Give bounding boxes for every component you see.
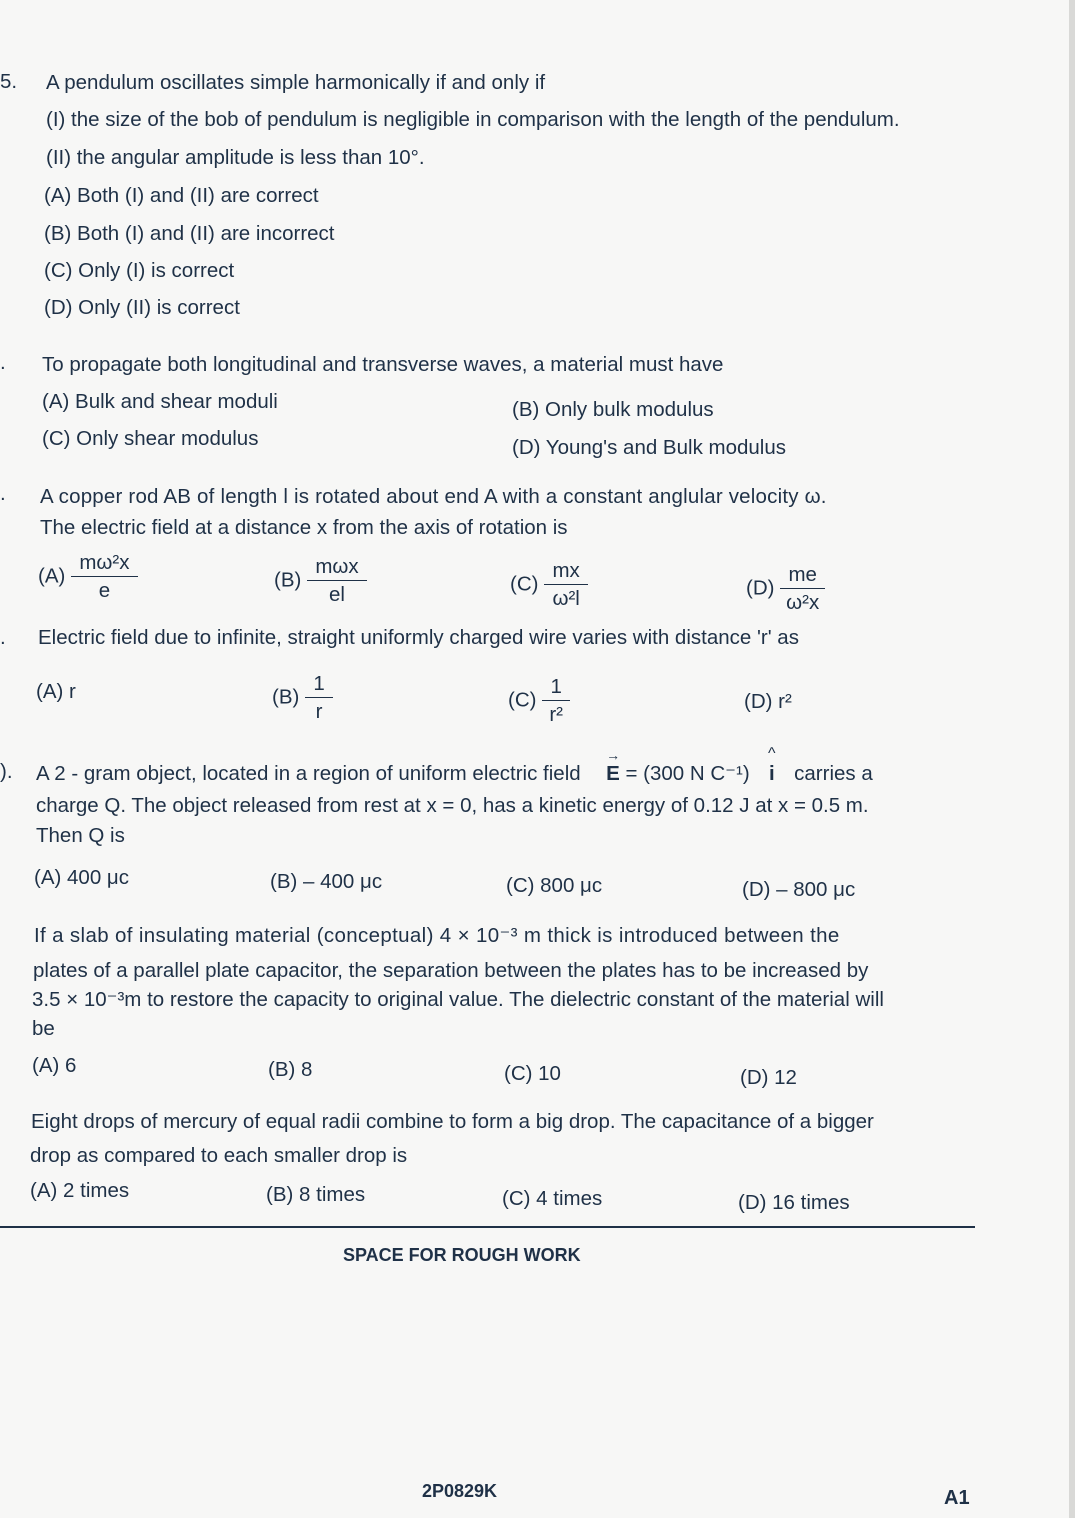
question-number: .: [0, 482, 6, 505]
paper-code: 2P0829K: [422, 1481, 498, 1501]
option-label: (C): [510, 572, 539, 596]
option-c: [508, 677, 570, 725]
stem-text-end: carries a: [794, 762, 873, 785]
divider-line: [0, 1226, 975, 1228]
rough-work-heading: SPACE FOR ROUGH WORK: [343, 1245, 581, 1265]
fraction-denominator: ω²l: [552, 586, 580, 610]
option-b: [274, 557, 367, 605]
fraction-denominator: r: [315, 699, 323, 723]
option-d: [746, 565, 825, 613]
option-a: (A) r: [36, 680, 76, 703]
option-b: (B) – 400 μc: [270, 870, 383, 893]
electric-field-vector: → E: [606, 764, 620, 785]
stem-text: A 2 - gram object, located in a region of uniform electric field: [36, 762, 581, 785]
question-stem-line-1: Eight drops of mercury of equal radii combine to form a big drop. The capacitance of a bigger: [31, 1110, 874, 1133]
question-number: 5.: [0, 70, 18, 93]
option-c: (C) 10: [504, 1062, 561, 1085]
option-c: (C) 800 μc: [506, 874, 603, 897]
option-a: (A) 6: [32, 1054, 77, 1077]
fraction-numerator: mω²x: [71, 553, 137, 577]
option-c: (C) Only shear modulus: [42, 427, 259, 450]
option-c: (C) 4 times: [502, 1187, 603, 1210]
option-b: (B) Both (I) and (II) are incorrect: [44, 222, 335, 245]
question-number: .: [0, 351, 6, 374]
question-stem-line-1: [36, 764, 873, 785]
option-d: (D) 16 times: [738, 1191, 850, 1214]
statement-2: (II) the angular amplitude is less than 10°.: [46, 146, 425, 169]
question-stem: Electric field due to infinite, straight uniformly charged wire varies with distance 'r' as: [38, 626, 799, 649]
option-b: [272, 674, 333, 722]
option-label: (D): [746, 576, 775, 600]
fraction-numerator: mωx: [307, 557, 366, 581]
fraction-denominator: el: [329, 582, 345, 606]
field-value: = (300 N C⁻¹): [625, 762, 750, 785]
fraction-denominator: e: [98, 578, 111, 602]
fraction-numerator: mx: [544, 561, 587, 585]
option-label: (C): [508, 688, 537, 712]
option-a: [38, 553, 138, 601]
option-d: (D) Only (II) is correct: [44, 296, 240, 319]
option-b: (B) Only bulk modulus: [512, 398, 714, 421]
option-label: (A): [38, 564, 66, 588]
option-c: [510, 561, 588, 609]
option-d: (D) r²: [744, 690, 792, 713]
question-stem-line-1: If a slab of insulating material (conceptual) 4 × 10⁻³ m thick is introduced between the: [34, 924, 840, 947]
page-number: A1: [944, 1487, 970, 1509]
option-a: (A) 2 times: [30, 1179, 130, 1202]
question-stem-line-2: drop as compared to each smaller drop is: [30, 1144, 408, 1167]
question-stem-line-2: charge Q. The object released from rest at x = 0, has a kinetic energy of 0.12 J at x = 0.5 m.: [36, 794, 869, 817]
fraction-numerator: 1: [542, 677, 569, 701]
option-b: (B) 8: [268, 1058, 313, 1081]
question-stem: A pendulum oscillates simple harmonically if and only if: [46, 71, 546, 94]
statement-1: (I) the size of the bob of pendulum is negligible in comparison with the length of the pendulum.: [46, 108, 900, 131]
question-number: .: [0, 626, 6, 649]
option-a: (A) Both (I) and (II) are correct: [44, 184, 319, 207]
option-a: (A) 400 μc: [34, 866, 129, 889]
option-d: (D) Young's and Bulk modulus: [512, 436, 786, 459]
fraction-numerator: 1: [305, 674, 332, 698]
question-stem-line-2: plates of a parallel plate capacitor, the separation between the plates has to be increased by: [33, 959, 869, 982]
fraction-denominator: ω²x: [786, 590, 820, 614]
page-edge: [1069, 0, 1075, 1518]
question-stem-line-4: be: [32, 1017, 55, 1040]
question-stem: To propagate both longitudinal and transverse waves, a material must have: [42, 353, 724, 376]
option-label: (B): [274, 568, 302, 592]
option-c: (C) Only (I) is correct: [44, 259, 235, 282]
question-stem-line-1: A copper rod AB of length l is rotated about end A with a constant anglular velocity ω.: [40, 485, 827, 508]
option-d: (D) 12: [740, 1066, 797, 1089]
fraction-numerator: me: [780, 565, 824, 589]
question-number: ).: [0, 760, 13, 783]
fraction-denominator: r²: [549, 702, 563, 726]
option-label: (B): [272, 685, 300, 709]
question-stem-line-3: 3.5 × 10⁻³m to restore the capacity to original value. The dielectric constant of the material will: [32, 988, 884, 1011]
question-stem-line-3: Then Q is: [36, 824, 125, 847]
option-b: (B) 8 times: [266, 1183, 366, 1206]
question-stem-line-2: The electric field at a distance x from the axis of rotation is: [40, 516, 568, 539]
option-d: (D) – 800 μc: [742, 878, 856, 901]
unit-vector-i: ^ i: [769, 764, 775, 785]
option-a: (A) Bulk and shear moduli: [42, 390, 278, 413]
